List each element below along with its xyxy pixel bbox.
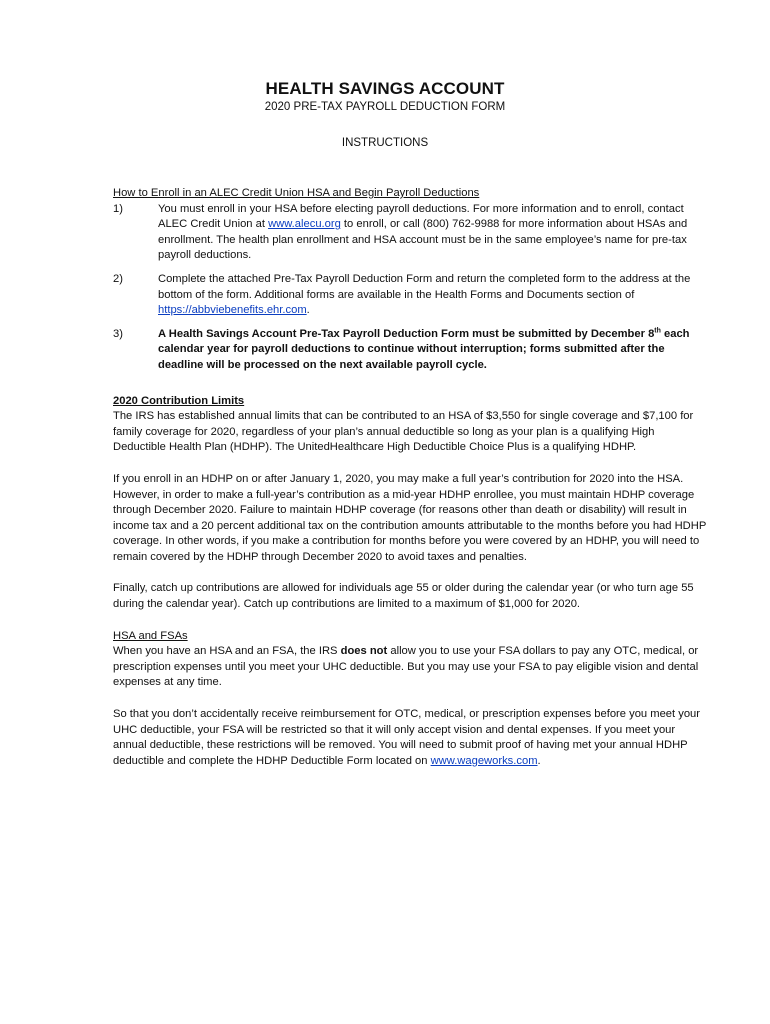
step-text — [158, 272, 709, 319]
enroll-step-1 — [113, 202, 709, 264]
step-number: 2) — [113, 272, 123, 285]
step-number: 1) — [113, 202, 123, 215]
enroll-heading: How to Enroll in an ALEC Credit Union HSA and Begin Payroll Deductions — [113, 187, 480, 199]
limits-paragraph-1: The IRS has established annual limits that can be contributed to an HSA of $3,550 for single coverage and $7,100 for family coverage for 2020, regardless of your plan’s annual deductible so long as your plan is a qualifying High Deductible Health Plan (HDHP). The UnitedHealthcare High Deductible Choice Plus is a qualifying HDHP. — [113, 410, 694, 454]
step-text — [158, 327, 709, 374]
fsa-text-part: So that you don’t accidentally receive reimbursement for OTC, medical, or prescription expenses before you meet your UHC deductible, your FSA will be restricted so that it will only accept vision and dental expenses. If you meet your annual deductible, these restrictions will be removed. You will need to submit proof of having met your annual HDHP deductible and complete the HDHP Deductible Form located on — [113, 708, 700, 767]
fsa-text-part: When you have an HSA and an FSA, the IRS — [113, 645, 341, 658]
enroll-step-2 — [113, 272, 709, 319]
step-text-part: each calendar year for payroll deductions to continue without interruption; forms submitted after the deadline will be processed on the next available payroll cycle. — [158, 327, 690, 371]
fsa-text-part: . — [537, 754, 541, 767]
abbvie-benefits-link[interactable]: https://abbviebenefits.ehr.com — [158, 304, 307, 317]
fsa-paragraph-2 — [113, 707, 709, 769]
page-subtitle: 2020 PRE-TAX PAYROLL DEDUCTION FORM — [264, 101, 506, 113]
step-text-part: . — [306, 304, 310, 317]
document-body — [113, 186, 709, 769]
alecu-link[interactable]: www.alecu.org — [268, 218, 341, 231]
step-text-part: You must enroll in your HSA before electing payroll deductions. For more information and to enroll, contact ALEC Credit Union at — [158, 202, 684, 231]
limits-paragraph-2: If you enroll in an HDHP on or after January 1, 2020, you may make a full year’s contribution for 2020 into the HSA. However, in order to make a full-year’s contribution as a mid-year HDHP enrollee, you must maintain HDHP coverage through December 2020. Failure to maintain HDHP coverage (for reasons other than death or disability) will result in income tax and a 20 percent additional tax on the contribution amounts attributable to the months before you had HDHP coverage. In other words, if you make a contribution for months before you were covered by an HDHP, you will need to remain covered by the HDHP through December 2020 to avoid taxes and penalties. — [113, 472, 707, 563]
step-text — [158, 202, 709, 264]
step-text-part: A Health Savings Account Pre-Tax Payroll Deduction Form must be submitted by December 8 — [158, 327, 655, 340]
fsa-text-part: allow you to use your FSA dollars to pay any OTC, medical, or prescription expenses until you meet your UHC deductible. But you may use your FSA to pay eligible vision and dental expenses at any time. — [113, 645, 699, 689]
limits-paragraph-3: Finally, catch up contributions are allowed for individuals age 55 or older during the calendar year (or who turn age 55 during the calendar year). Catch up contributions are limited to a maximum of $1,000 for 2020. — [113, 582, 694, 611]
page-title: HEALTH SAVINGS ACCOUNT — [265, 79, 505, 98]
wageworks-link[interactable]: www.wageworks.com — [430, 754, 538, 767]
fsa-bold-text: does not — [340, 645, 388, 658]
superscript: th — [654, 327, 661, 335]
limits-heading: 2020 Contribution Limits — [113, 394, 245, 407]
step-text-part: to enroll, or call (800) 762-9988 for more information about HSAs and enrollment. The health plan enrollment and HSA account must be in the same employee’s name for pre-tax payroll deductions. — [158, 218, 688, 262]
step-text-part: Complete the attached Pre-Tax Payroll Deduction Form and return the completed form to the address at the bottom of the form. Additional forms are available in the Health Forms and Documents section of — [158, 272, 691, 301]
fsa-paragraph-1 — [113, 644, 709, 691]
instructions-heading: INSTRUCTIONS — [341, 137, 429, 149]
enroll-step-3 — [113, 327, 709, 374]
fsa-heading: HSA and FSAs — [113, 629, 188, 642]
step-number: 3) — [113, 327, 123, 340]
